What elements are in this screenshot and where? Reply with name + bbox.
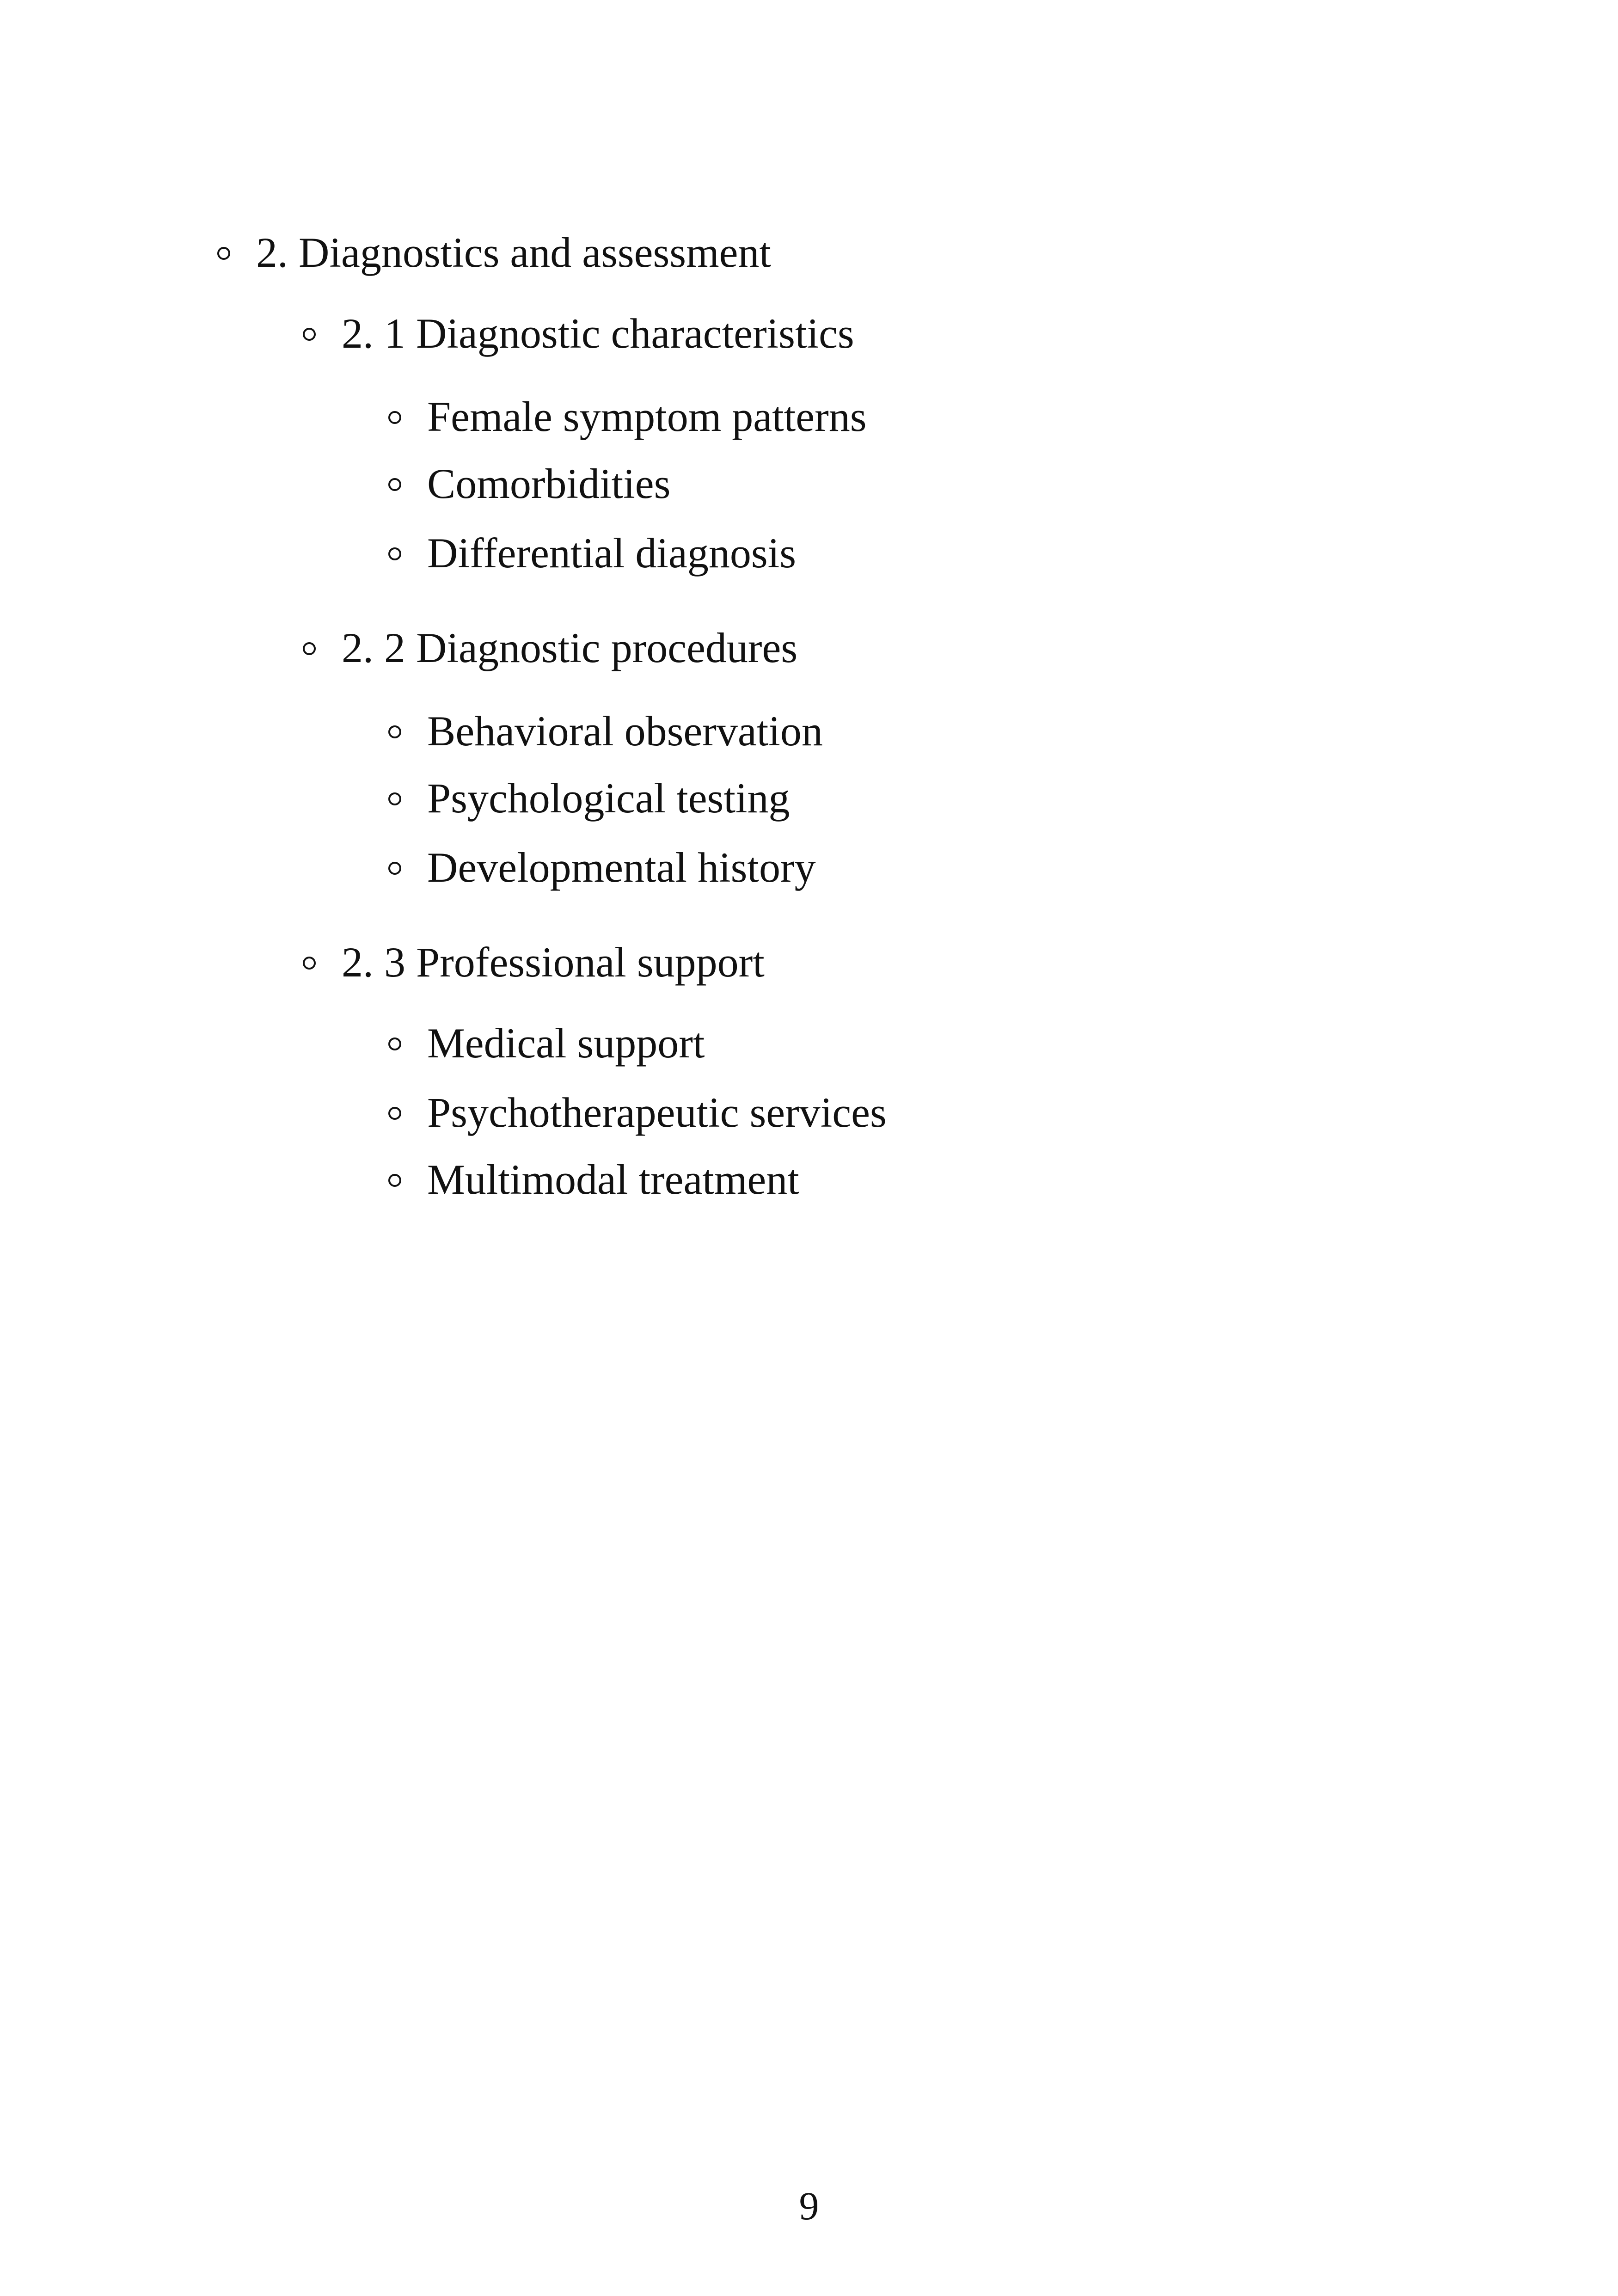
hollow-circle-bullet-icon [388,547,401,560]
hollow-circle-bullet-icon [388,725,401,738]
list-item-label: Differential diagnosis [427,529,796,577]
list-item-label: Multimodal treatment [427,1156,799,1203]
subsection-heading: 2. 2 Diagnostic procedures [342,624,798,671]
page-number: 9 [799,2184,819,2228]
hollow-circle-bullet-icon [388,478,401,491]
list-item-label: Developmental history [427,844,816,891]
hollow-circle-bullet-icon [388,1037,401,1050]
list-item-label: Female symptom patterns [427,393,867,440]
list-item-label: Psychological testing [427,774,790,822]
list-item-label: Medical support [427,1019,705,1067]
hollow-circle-bullet-icon [303,642,316,655]
hollow-circle-bullet-icon [388,411,401,424]
hollow-circle-bullet-icon [388,1174,401,1187]
hollow-circle-bullet-icon [388,862,401,875]
hollow-circle-bullet-icon [303,957,316,970]
list-item-label: Psychotherapeutic services [427,1089,887,1136]
subsection-heading: 2. 3 Professional support [342,939,765,986]
hollow-circle-bullet-icon [303,328,316,341]
hollow-circle-bullet-icon [388,1107,401,1120]
section-heading: 2. Diagnostics and assessment [256,229,772,276]
hollow-circle-bullet-icon [217,247,230,260]
hollow-circle-bullet-icon [388,792,401,805]
list-item-label: Comorbidities [427,460,671,507]
subsection-heading: 2. 1 Diagnostic characteristics [342,310,854,357]
list-item-label: Behavioral observation [427,707,823,755]
